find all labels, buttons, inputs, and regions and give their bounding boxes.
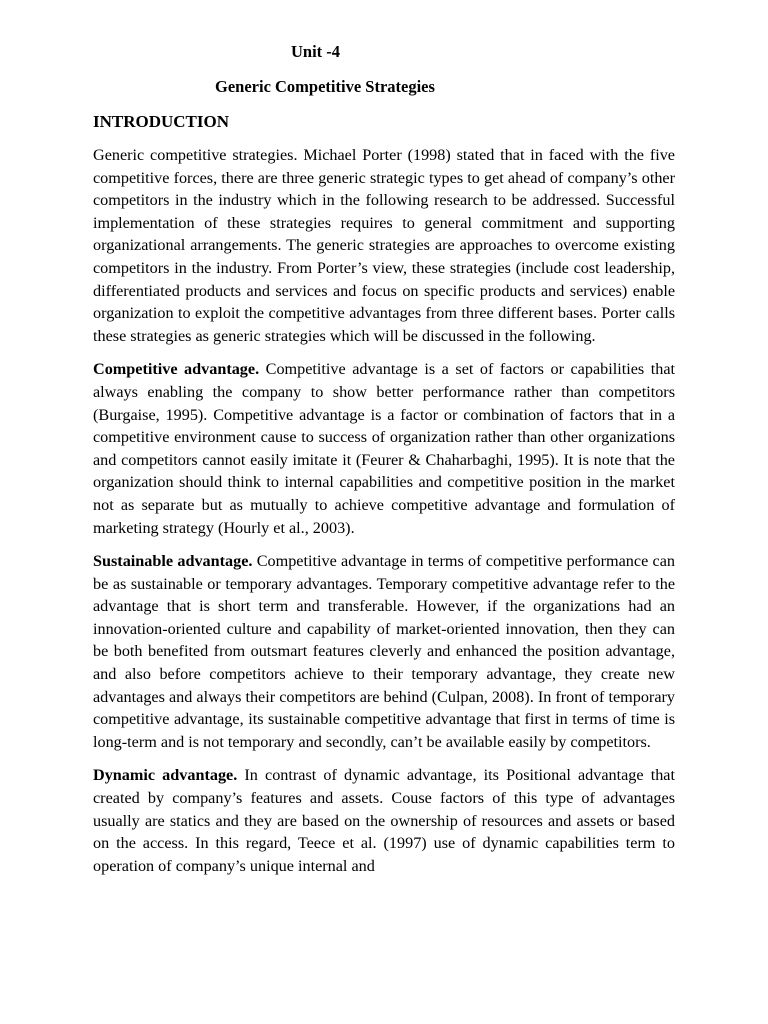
paragraph-text: Competitive advantage in terms of competitive performance can be as sustainable or temporary advantages. Temporary competitive advantage refer to the advantage that is short term and transferable. However, if the organizations had an innovation-oriented culture and capability of market-oriented innovation, then they can be both benefited from outsmart features cleverly and enhanced the position advantage, and also before competitors achieve to their temporary advantage, they create new advantages and always their competitors are behind (Culpan, 2008). In front of temporary competitive advantage, its sustainable competitive advantage that first in terms of time is long-term and is not temporary and secondly, can’t be available easily by competitors.: [93, 552, 676, 751]
paragraph-text: Competitive advantage is a set of factors or capabilities that always enabling the company to show better performance rather than competitors (Burgaise, 1995). Competitive advantage is a factor or combination of factors that in a competitive environment cause to success of organization rather than other organizations and competitors cannot easily imitate it (Feurer & Chaharbaghi, 1995). It is note that the organization should think to internal capabilities and competitive position in the market not as separate but as mutually to achieve competitive advantage and formulation of marketing strategy (Hourly et al., 2003).: [93, 360, 675, 537]
paragraph-competitive-advantage: [93, 358, 675, 539]
paragraph-lead-dynamic-advantage: Dynamic advantage.: [93, 766, 238, 785]
paragraph-lead-sustainable-advantage: Sustainable advantage.: [93, 552, 253, 571]
paragraph-text: In contrast of dynamic advantage, its Positional advantage that created by company’s features and assets. Couse factors of this type of advantages usually are statics and they are based on the ownership of resources and assets or based on the access. In this regard, Teece et al. (1997) use of dynamic capabilities term to operation of company’s unique internal and: [93, 766, 675, 875]
paragraph-text: Generic competitive strategies. Michael Porter (1998) stated that in faced with the five competitive forces, there are three generic strategic types to get ahead of company’s other competitors in the industry which in the following research to be addressed. Successful implementation of these strategies requires to general commitment and supporting organizational arrangements. The generic strategies are approaches to overcome existing competitors in the industry. From Porter’s view, these strategies (include cost leadership, differentiated products and services and focus on specific products and services) enable organization to exploit the competitive advantages from three different bases. Porter calls these strategies as generic strategies which will be discussed in the following.: [93, 146, 675, 345]
chapter-title: Generic Competitive Strategies: [215, 77, 435, 96]
introduction-heading: INTRODUCTION: [93, 112, 230, 131]
paragraph-dynamic-advantage: [93, 764, 675, 877]
unit-number: Unit -4: [291, 42, 341, 61]
paragraph-lead-competitive-advantage: Competitive advantage.: [93, 360, 260, 379]
body-text: [93, 144, 675, 888]
paragraph-introduction: [93, 144, 675, 347]
paragraph-sustainable-advantage: [93, 550, 675, 753]
